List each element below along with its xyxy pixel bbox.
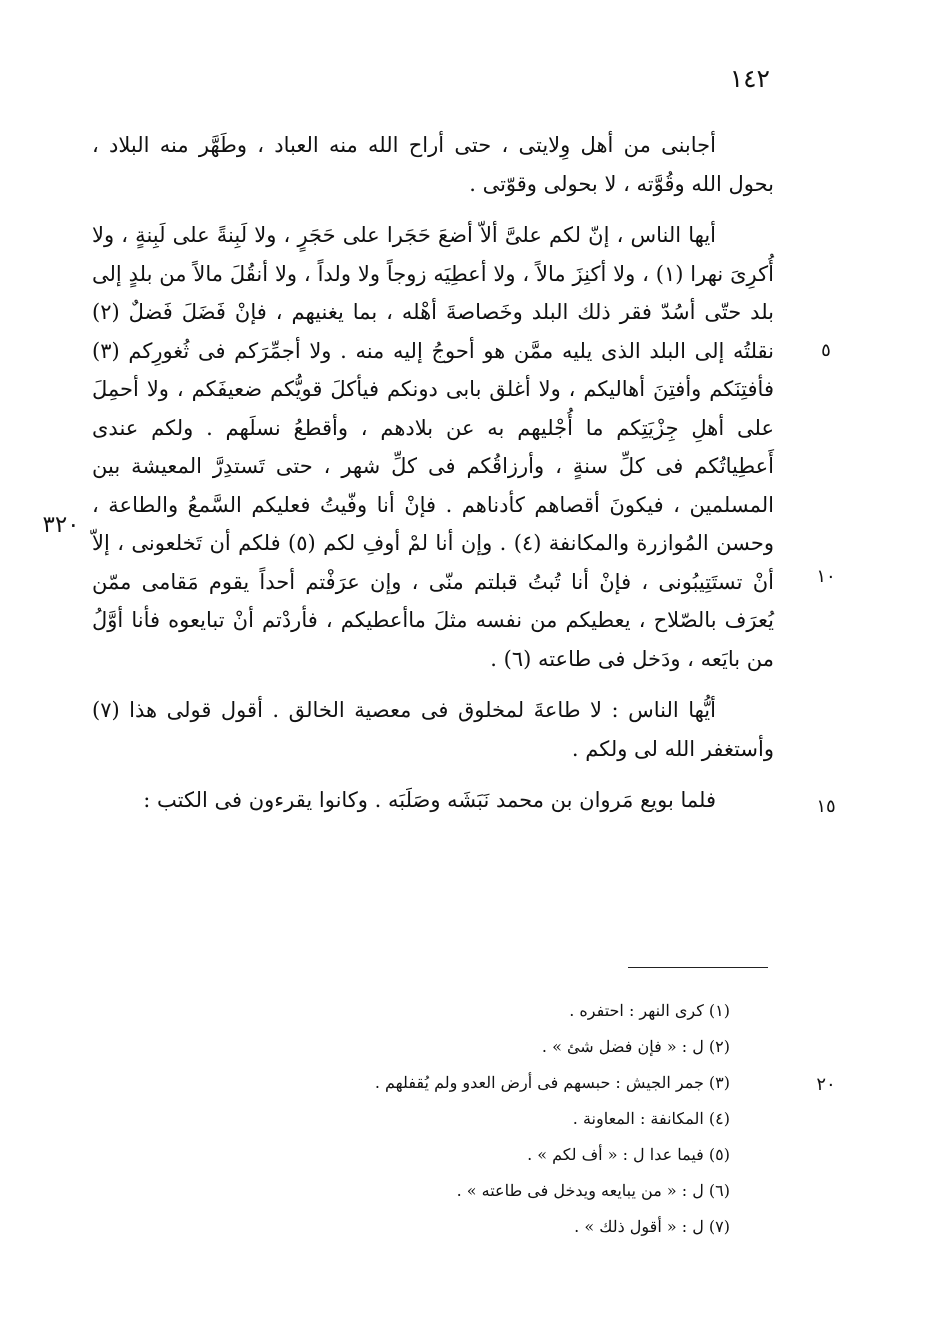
- paragraph: أجابنى من أهل وِلايتى ، حتى أراح الله منه العباد ، وطَهَّر منه البلاد ، بحول الله وقُوَّته ، لا بحولى وقوّتى .: [92, 133, 774, 196]
- page-number: ١٤٢: [729, 64, 770, 93]
- line-number-20: ٢٠: [816, 1074, 836, 1095]
- footnote: (٦) ل : « من يبايعه ويدخل فى طاعته » .: [456, 1181, 730, 1200]
- line-number-5: ٥: [821, 340, 831, 361]
- footnote: (٢) ل : « فإن فضل شئ » .: [541, 1037, 730, 1056]
- footnotes: [200, 993, 730, 1245]
- footnote: (٧) ل : « أقول ذلك » .: [574, 1217, 730, 1236]
- line-number-15: ١٥: [816, 796, 836, 817]
- footnote: (٣) جمر الجيش : حبسهم فى أرض العدو ولم يُقفلهم .: [374, 1073, 730, 1092]
- paragraph: فلما بويع مَروان بن محمد نَبَشَه وصَلَبَه . وكانوا يقرءون فى الكتب :: [143, 788, 716, 812]
- line-number-10: ١٠: [816, 566, 836, 587]
- footnote-separator: [628, 967, 768, 968]
- main-text: [92, 126, 774, 820]
- footnote: (٥) فيما عدا ل : « أف لكم » .: [527, 1145, 730, 1164]
- paragraph: أيها الناس ، إنّ لكم علىَّ ألاّ أضعَ حَجَرا على حَجَرٍ ، ولا لَبِنةً على لَبِنةٍ ، ولا أُكرِىَ نهرا (١) ، ولا أكنِزَ مالاً ، ولا أعطِيَه زوجاً ولا ولداً ، ولا أنقُلَ مالاً من بلدٍ إلى بلد حتّى أسُدّ فقر ذلك البلد وخَصاصةَ أهْله ، بما يغنيهم ، فإنْ فَضَلَ فَضلٌ (٢) نقلتُه إلى البلد الذى يليه ممَّن هو أحوجُ إليه منه . ولا أجمِّرَكم فى ثُغورِكم (٣) فأفتِنَكم وأفتِنَ أهاليكم ، ولا أغلق بابى دونكم فيأكلَ قويُّكم ضعيفَكم ، ولا أحمِلَ على أهلِ جِزْيَتِكم ما أُجْليهم به عن بلادهم ، وأقطعُ نسلَهم . ولكم عندى أَعطِياتُكم فى كلِّ سنةٍ ، وأرزاقُكم فى كلِّ شهر ، حتى تَستدِرَّ المعيشة بين المسلمين ، فيكونَ أقصاهم كأدناهم . فإنْ أنا وفّيتُ فعليكم السَّمعُ والطاعة ، وحسن المُوازرة والمكانفة (٤) . وإن أنا لمْ أوفِ لكم (٥) فلكم أن تَخلعونى ، إلاّ أنْ تستَتِيبُونى ، فإنْ أنا تُبتُ قبلتم منّى ، وإن عرَفْتم أحداً يقوم مَقامى ممّن يُعرَف بالصّلاح ، يعطيكم من نفسه مثلَ ماأعطيكم ، فأردْتم أنْ تبايعوه فأنا أوَّلُ من بايَعه ، ودَخل فى طاعته (٦) .: [92, 223, 774, 671]
- footnote: (١) كرى النهر : احتفره .: [569, 1001, 730, 1020]
- paragraph: أيُّها الناس : لا طاعةَ لمخلوق فى معصية الخالق . أقول قولى هذا (٧) وأستغفر الله لى ولكم .: [92, 698, 774, 761]
- footnote: (٤) المكانفة : المعاونة .: [572, 1109, 730, 1128]
- reference-number-320: ٣٢٠: [42, 512, 80, 538]
